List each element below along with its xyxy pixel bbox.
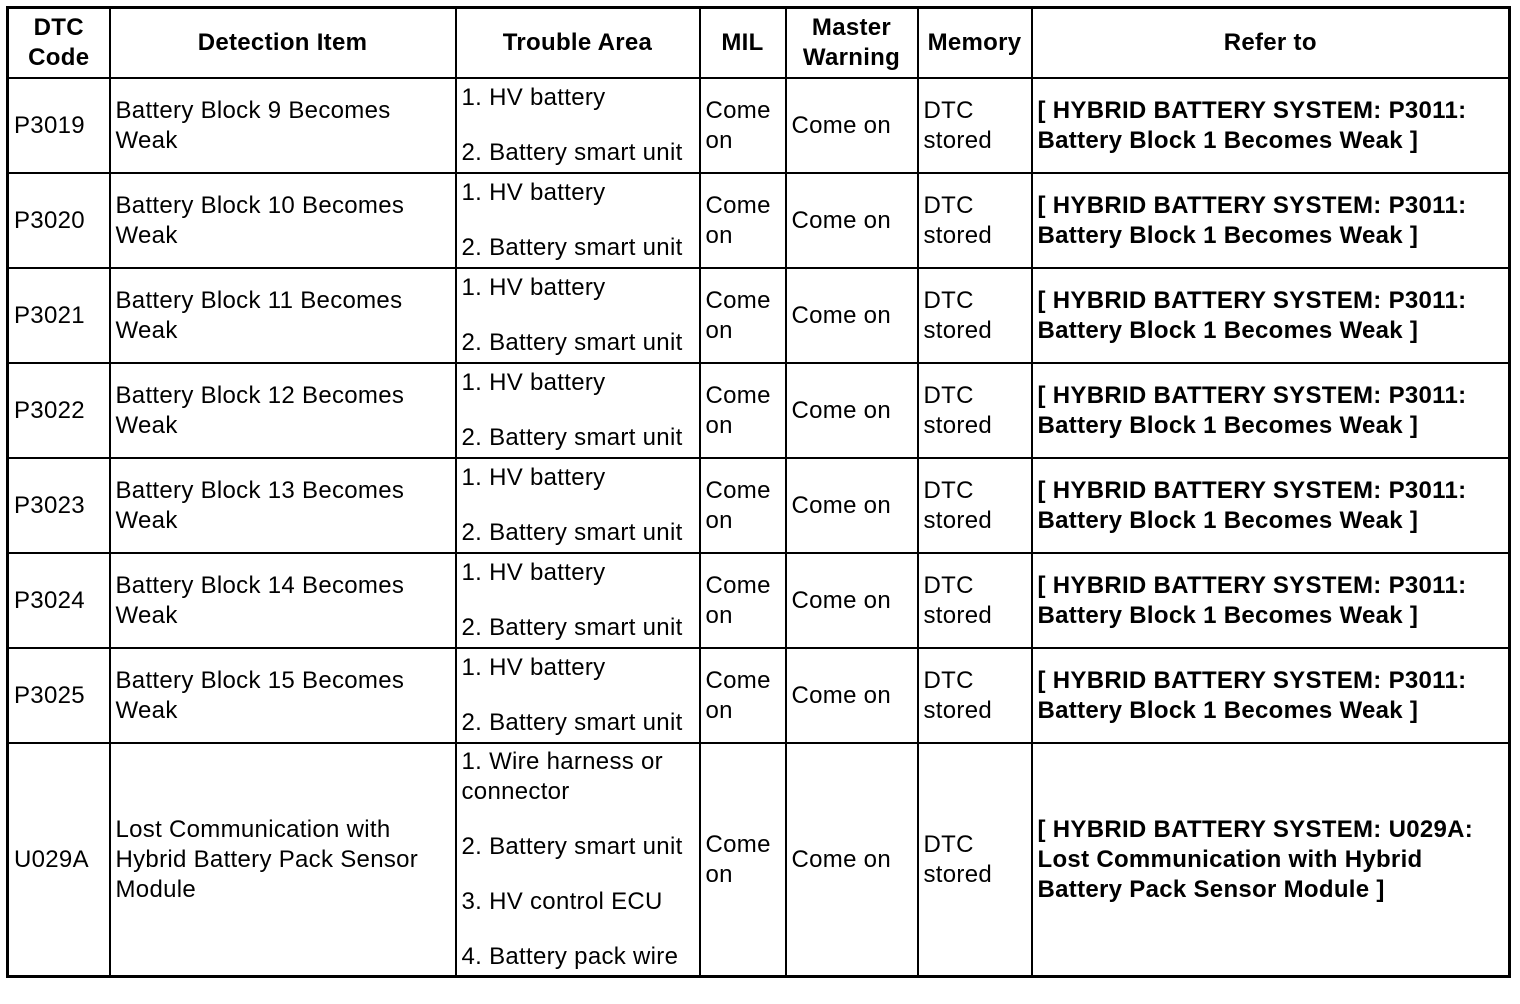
dtc-code-cell: P3022 [8,363,110,458]
mil-cell: Come on [700,78,786,173]
trouble-area-item: 1. HV battery [461,464,606,491]
memory-cell: DTC stored [918,363,1032,458]
header-dtc-code: DTC Code [8,8,110,79]
trouble-area-item: 3. HV control ECU [461,888,663,915]
header-master-warning: Master Warning [786,8,918,79]
header-refer-to: Refer to [1032,8,1510,79]
refer-to-cell: [ HYBRID BATTERY SYSTEM: U029A: Lost Communication with Hybrid Battery Pack Sensor Module ] [1032,743,1510,977]
memory-cell: DTC stored [918,553,1032,648]
master-warning-cell: Come on [786,553,918,648]
dtc-code-cell: P3023 [8,458,110,553]
detection-item-cell: Battery Block 13 Becomes Weak [110,458,456,553]
table-row [8,553,1510,648]
table-row [8,743,1510,977]
mil-cell: Come on [700,553,786,648]
master-warning-cell: Come on [786,173,918,268]
detection-item-cell: Battery Block 9 Becomes Weak [110,78,456,173]
memory-cell: DTC stored [918,743,1032,977]
table-row [8,268,1510,363]
detection-item-cell: Battery Block 14 Becomes Weak [110,553,456,648]
refer-to-cell: [ HYBRID BATTERY SYSTEM: P3011: Battery Block 1 Becomes Weak ] [1032,458,1510,553]
refer-to-cell: [ HYBRID BATTERY SYSTEM: P3011: Battery Block 1 Becomes Weak ] [1032,648,1510,743]
mil-cell: Come on [700,743,786,977]
trouble-area-item: 2. Battery smart unit [461,519,683,546]
master-warning-cell: Come on [786,743,918,977]
dtc-table [6,6,1511,978]
detection-item-cell: Battery Block 10 Becomes Weak [110,173,456,268]
dtc-code-cell: P3024 [8,553,110,648]
mil-cell: Come on [700,648,786,743]
refer-to-cell: [ HYBRID BATTERY SYSTEM: P3011: Battery Block 1 Becomes Weak ] [1032,268,1510,363]
dtc-code-cell: U029A [8,743,110,977]
trouble-area-item: 1. HV battery [461,369,606,396]
refer-to-cell: [ HYBRID BATTERY SYSTEM: P3011: Battery Block 1 Becomes Weak ] [1032,78,1510,173]
table-row [8,173,1510,268]
dtc-code-cell: P3020 [8,173,110,268]
master-warning-cell: Come on [786,458,918,553]
trouble-area-item: 1. Wire harness or connector [461,748,663,805]
trouble-area-cell [456,648,700,743]
trouble-area-item: 1. HV battery [461,559,606,586]
detection-item-cell: Battery Block 15 Becomes Weak [110,648,456,743]
master-warning-cell: Come on [786,363,918,458]
master-warning-cell: Come on [786,268,918,363]
refer-to-cell: [ HYBRID BATTERY SYSTEM: P3011: Battery Block 1 Becomes Weak ] [1032,363,1510,458]
master-warning-cell: Come on [786,78,918,173]
header-memory: Memory [918,8,1032,79]
table-row [8,648,1510,743]
trouble-area-item: 2. Battery smart unit [461,614,683,641]
memory-cell: DTC stored [918,458,1032,553]
trouble-area-item: 1. HV battery [461,654,606,681]
memory-cell: DTC stored [918,648,1032,743]
trouble-area-item: 1. HV battery [461,84,606,111]
detection-item-cell: Battery Block 12 Becomes Weak [110,363,456,458]
mil-cell: Come on [700,268,786,363]
trouble-area-cell [456,553,700,648]
header-trouble-area: Trouble Area [456,8,700,79]
refer-to-cell: [ HYBRID BATTERY SYSTEM: P3011: Battery Block 1 Becomes Weak ] [1032,553,1510,648]
memory-cell: DTC stored [918,78,1032,173]
trouble-area-item: 2. Battery smart unit [461,139,683,166]
detection-item-cell: Battery Block 11 Becomes Weak [110,268,456,363]
trouble-area-item: 2. Battery smart unit [461,234,683,261]
memory-cell: DTC stored [918,173,1032,268]
trouble-area-cell [456,458,700,553]
trouble-area-item: 1. HV battery [461,179,606,206]
refer-to-cell: [ HYBRID BATTERY SYSTEM: P3011: Battery Block 1 Becomes Weak ] [1032,173,1510,268]
trouble-area-cell [456,173,700,268]
trouble-area-item: 2. Battery smart unit [461,833,683,860]
table-row [8,458,1510,553]
trouble-area-item: 2. Battery smart unit [461,329,683,356]
table-row [8,78,1510,173]
master-warning-cell: Come on [786,648,918,743]
dtc-code-cell: P3025 [8,648,110,743]
mil-cell: Come on [700,173,786,268]
table-row [8,363,1510,458]
mil-cell: Come on [700,363,786,458]
header-mil: MIL [700,8,786,79]
mil-cell: Come on [700,458,786,553]
memory-cell: DTC stored [918,268,1032,363]
trouble-area-cell [456,78,700,173]
trouble-area-item: 2. Battery smart unit [461,424,683,451]
dtc-code-cell: P3019 [8,78,110,173]
detection-item-cell: Lost Communication with Hybrid Battery Pack Sensor Module [110,743,456,977]
table-header-row [8,8,1510,79]
trouble-area-item: 4. Battery pack wire [461,943,679,970]
dtc-code-cell: P3021 [8,268,110,363]
trouble-area-item: 2. Battery smart unit [461,709,683,736]
trouble-area-cell [456,268,700,363]
trouble-area-cell [456,363,700,458]
dtc-table-container [6,6,1511,978]
trouble-area-cell [456,743,700,977]
header-detection-item: Detection Item [110,8,456,79]
trouble-area-item: 1. HV battery [461,274,606,301]
